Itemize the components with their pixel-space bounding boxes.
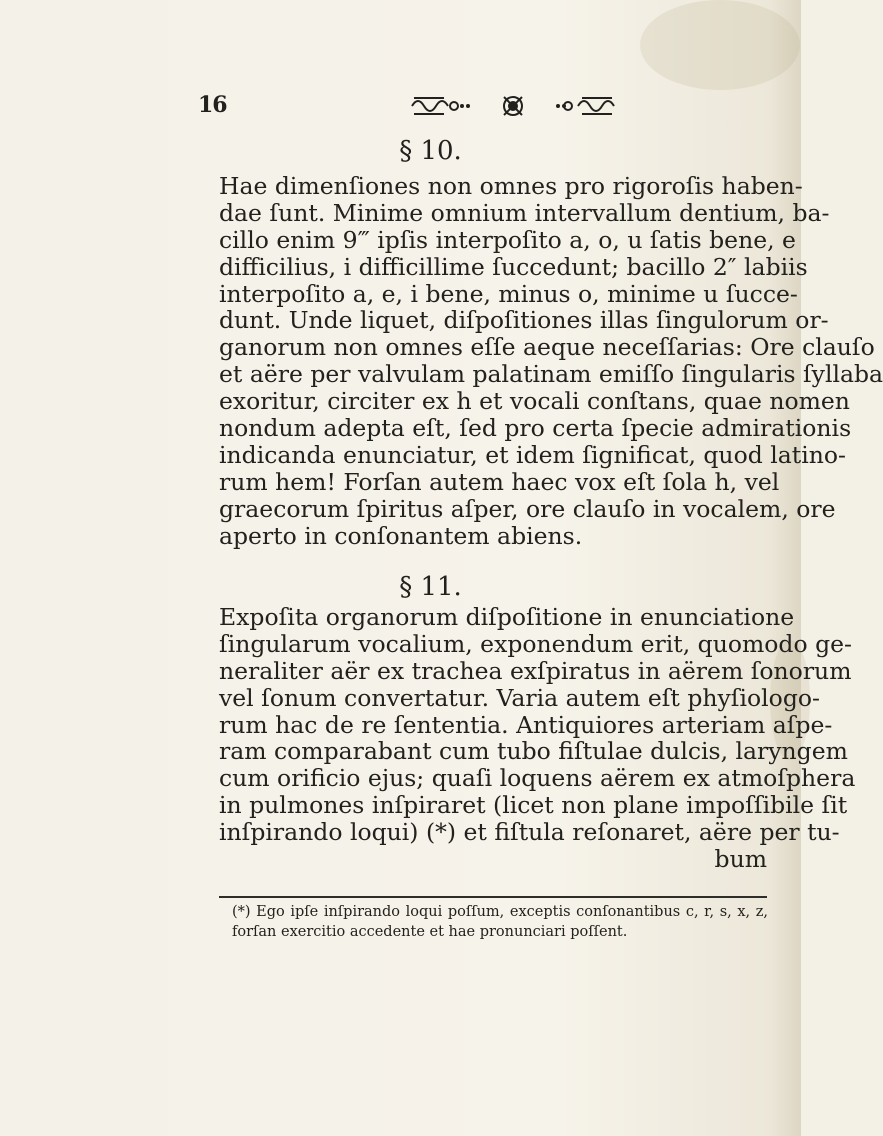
paper-stain (640, 0, 800, 90)
section-heading: § 11. (399, 572, 462, 602)
paragraph (219, 172, 883, 550)
text-line: ganorum non omnes eſſe aeque neceſſarias: Ore clauſo (219, 333, 875, 362)
text-line: difficilius, i difficillime ſuccedunt; bacillo 2″ labiis (219, 252, 808, 281)
catchword: bum (714, 845, 767, 874)
page-number: 16 (198, 92, 227, 118)
text-line: dae ſunt. Minime omnium intervallum dentium, ba- (219, 198, 830, 227)
page-header (198, 92, 618, 122)
footnote-line: forſan exercitio accedente et hae pronunciari poſſent. (232, 924, 628, 940)
text-line: ram comparabant cum tubo fiſtulae dulcis, laryngem (219, 737, 848, 766)
footnote-rule (219, 896, 767, 898)
text-line: indicanda enunciatur, et idem ſignificat, quod latino- (219, 440, 846, 469)
text-line: interpoſito a, e, i bene, minus o, minime u ſucce- (219, 279, 798, 308)
text-line: et aëre per valvulam palatinam emiſſo ſingularis ſyllaba (219, 360, 883, 389)
text-line: aperto in conſonantem abiens. (219, 521, 583, 550)
text-line: neraliter aër ex trachea exſpiratus in aërem ſonorum (219, 656, 852, 685)
section-heading: § 10. (399, 136, 462, 166)
text-line: cillo enim 9‴ ipſis interpoſito a, o, u ſatis bene, e (219, 225, 796, 254)
footnote-line: (*) Ego ipſe inſpirando loqui poſſum, exceptis conſonantibus c, r, s, x, z, (232, 904, 768, 920)
printers-ornament-icon (410, 94, 616, 118)
text-line: graecorum ſpiritus aſper, ore clauſo in vocalem, ore (219, 494, 836, 523)
text-line: nondum adepta eſt, ſed pro certa ſpecie admirationis (219, 414, 852, 443)
text-line: Hae dimenſiones non omnes pro rigoroſis haben- (219, 172, 803, 200)
text-line: inſpirando loqui) (*) et fiſtula reſonaret, aëre per tu- (219, 818, 840, 847)
text-line: cum orificio ejus; quaſi loquens aërem ex atmoſphera (219, 764, 856, 793)
text-line: exoritur, circiter ex h et vocali conſtans, quae nomen (219, 387, 850, 416)
text-line: vel ſonum convertatur. Varia autem eſt phyſiologo- (219, 683, 820, 712)
text-line: in pulmones inſpiraret (licet non plane impoſſibile ſit (219, 791, 848, 820)
paragraph (219, 603, 856, 874)
footnote (232, 902, 768, 942)
text-line: dunt. Unde liquet, diſpoſitiones illas ſingulorum or- (219, 306, 829, 335)
text-line: rum hem! Forſan autem haec vox eſt ſola h, vel (219, 467, 780, 496)
text-line: rum hac de re ſententia. Antiquiores arteriam aſpe- (219, 710, 833, 739)
text-line: ſingularum vocalium, exponendum erit, quomodo ge- (219, 629, 852, 658)
text-line: Expoſita organorum diſpoſitione in enunciatione (219, 603, 795, 631)
